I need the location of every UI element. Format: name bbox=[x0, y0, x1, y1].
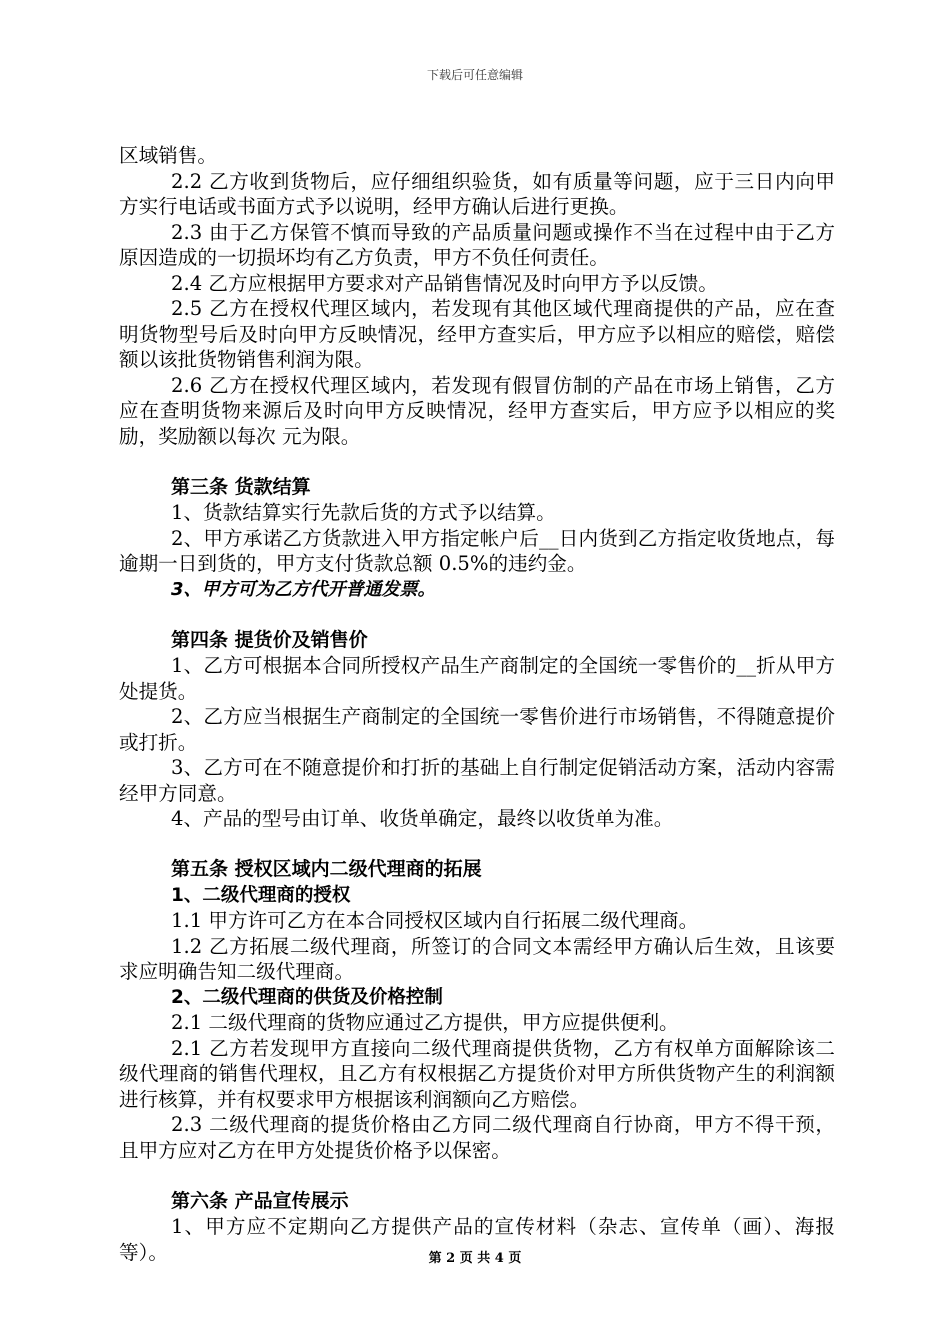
paragraph: 3、乙方可在不随意提价和打折的基础上自行制定促销活动方案，活动内容需经甲方同意。 bbox=[119, 756, 835, 805]
section-heading: 第六条 产品宣传展示 bbox=[171, 1189, 349, 1212]
paragraph: 1.1 甲方许可乙方在本合同授权区域内自行拓展二级代理商。 bbox=[171, 909, 699, 932]
paragraph: 1、货款结算实行先款后货的方式予以结算。 bbox=[171, 501, 556, 524]
paragraph: 2.1 二级代理商的货物应通过乙方提供，甲方应提供便利。 bbox=[171, 1011, 679, 1034]
paragraph: 2.5 乙方在授权代理区域内，若发现有其他区域代理商提供的产品，应在查明货物型号后及时向甲方反映情况，经甲方查实后，甲方应予以相应的赔偿，赔偿额以该批货物销售利润为限。 bbox=[119, 297, 835, 371]
paragraph: 4、产品的型号由订单、收货单确定，最终以收货单为准。 bbox=[171, 807, 674, 830]
paragraph: 2、甲方承诺乙方货款进入甲方指定帐户后__日内货到乙方指定收货地点，每逾期一日到货的，甲方支付货款总额 0.5%的违约金。 bbox=[119, 526, 835, 575]
subsection-heading: 1、二级代理商的授权 bbox=[171, 884, 351, 906]
section-heading: 第四条 提货价及销售价 bbox=[171, 628, 368, 651]
paragraph: 2.3 二级代理商的提货价格由乙方同二级代理商自行协商，甲方不得干预，且甲方应对乙方在甲方处提货价格予以保密。 bbox=[119, 1113, 835, 1162]
blank-line bbox=[119, 449, 835, 475]
section-heading: 第五条 授权区域内二级代理商的拓展 bbox=[171, 858, 482, 880]
page-footer: 第 2 页 共 4 页 bbox=[428, 1251, 522, 1266]
page-header: 下载后可任意编辑 bbox=[426, 68, 523, 82]
paragraph: 2.1 乙方若发现甲方直接向二级代理商提供货物，乙方有权单方面解除该二级代理商的销售代理权，且乙方有权根据乙方提货价对甲方所供货物产生的利润额进行核算，并有权要求甲方根据该利润额向乙方赔偿。 bbox=[119, 1036, 835, 1111]
blank-line bbox=[119, 1163, 835, 1189]
paragraph: 1、甲方应不定期向乙方提供产品的宣传材料（杂志、宣传单（画）、海报等）。 bbox=[119, 1215, 835, 1264]
emphasis-paragraph: 3、甲方可为乙方代开普通发票。 bbox=[171, 578, 436, 600]
blank-line bbox=[119, 602, 835, 628]
paragraph: 2、乙方应当根据生产商制定的全国统一零售价进行市场销售，不得随意提价或打折。 bbox=[119, 705, 835, 754]
paragraph: 区域销售。 bbox=[119, 144, 217, 167]
paragraph: 2.3 由于乙方保管不慎而导致的产品质量问题或操作不当在过程中由于乙方原因造成的一切损坏均有乙方负责，甲方不负任何责任。 bbox=[119, 220, 835, 269]
paragraph: 1、乙方可根据本合同所授权产品生产商制定的全国统一零售价的__折从甲方处提货。 bbox=[119, 654, 835, 703]
paragraph: 2.2 乙方收到货物后，应仔细组织验货，如有质量等问题，应于三日内向甲方实行电话或书面方式予以说明，经甲方确认后进行更换。 bbox=[119, 169, 835, 218]
paragraph: 2.6 乙方在授权代理区域内，若发现有假冒仿制的产品在市场上销售，乙方应在查明货物来源后及时向甲方反映情况，经甲方查实后，甲方应予以相应的奖励，奖励额以每次 元为限。 bbox=[119, 373, 835, 448]
paragraph: 1.2 乙方拓展二级代理商，所签订的合同文本需经甲方确认后生效，且该要求应明确告知二级代理商。 bbox=[119, 934, 835, 983]
paragraph: 2.4 乙方应根据甲方要求对产品销售情况及时向甲方予以反馈。 bbox=[171, 271, 718, 295]
blank-line bbox=[119, 832, 835, 858]
section-heading: 第三条 货款结算 bbox=[171, 475, 311, 498]
subsection-heading: 2、二级代理商的供货及价格控制 bbox=[171, 986, 443, 1008]
document-body bbox=[119, 143, 835, 1265]
